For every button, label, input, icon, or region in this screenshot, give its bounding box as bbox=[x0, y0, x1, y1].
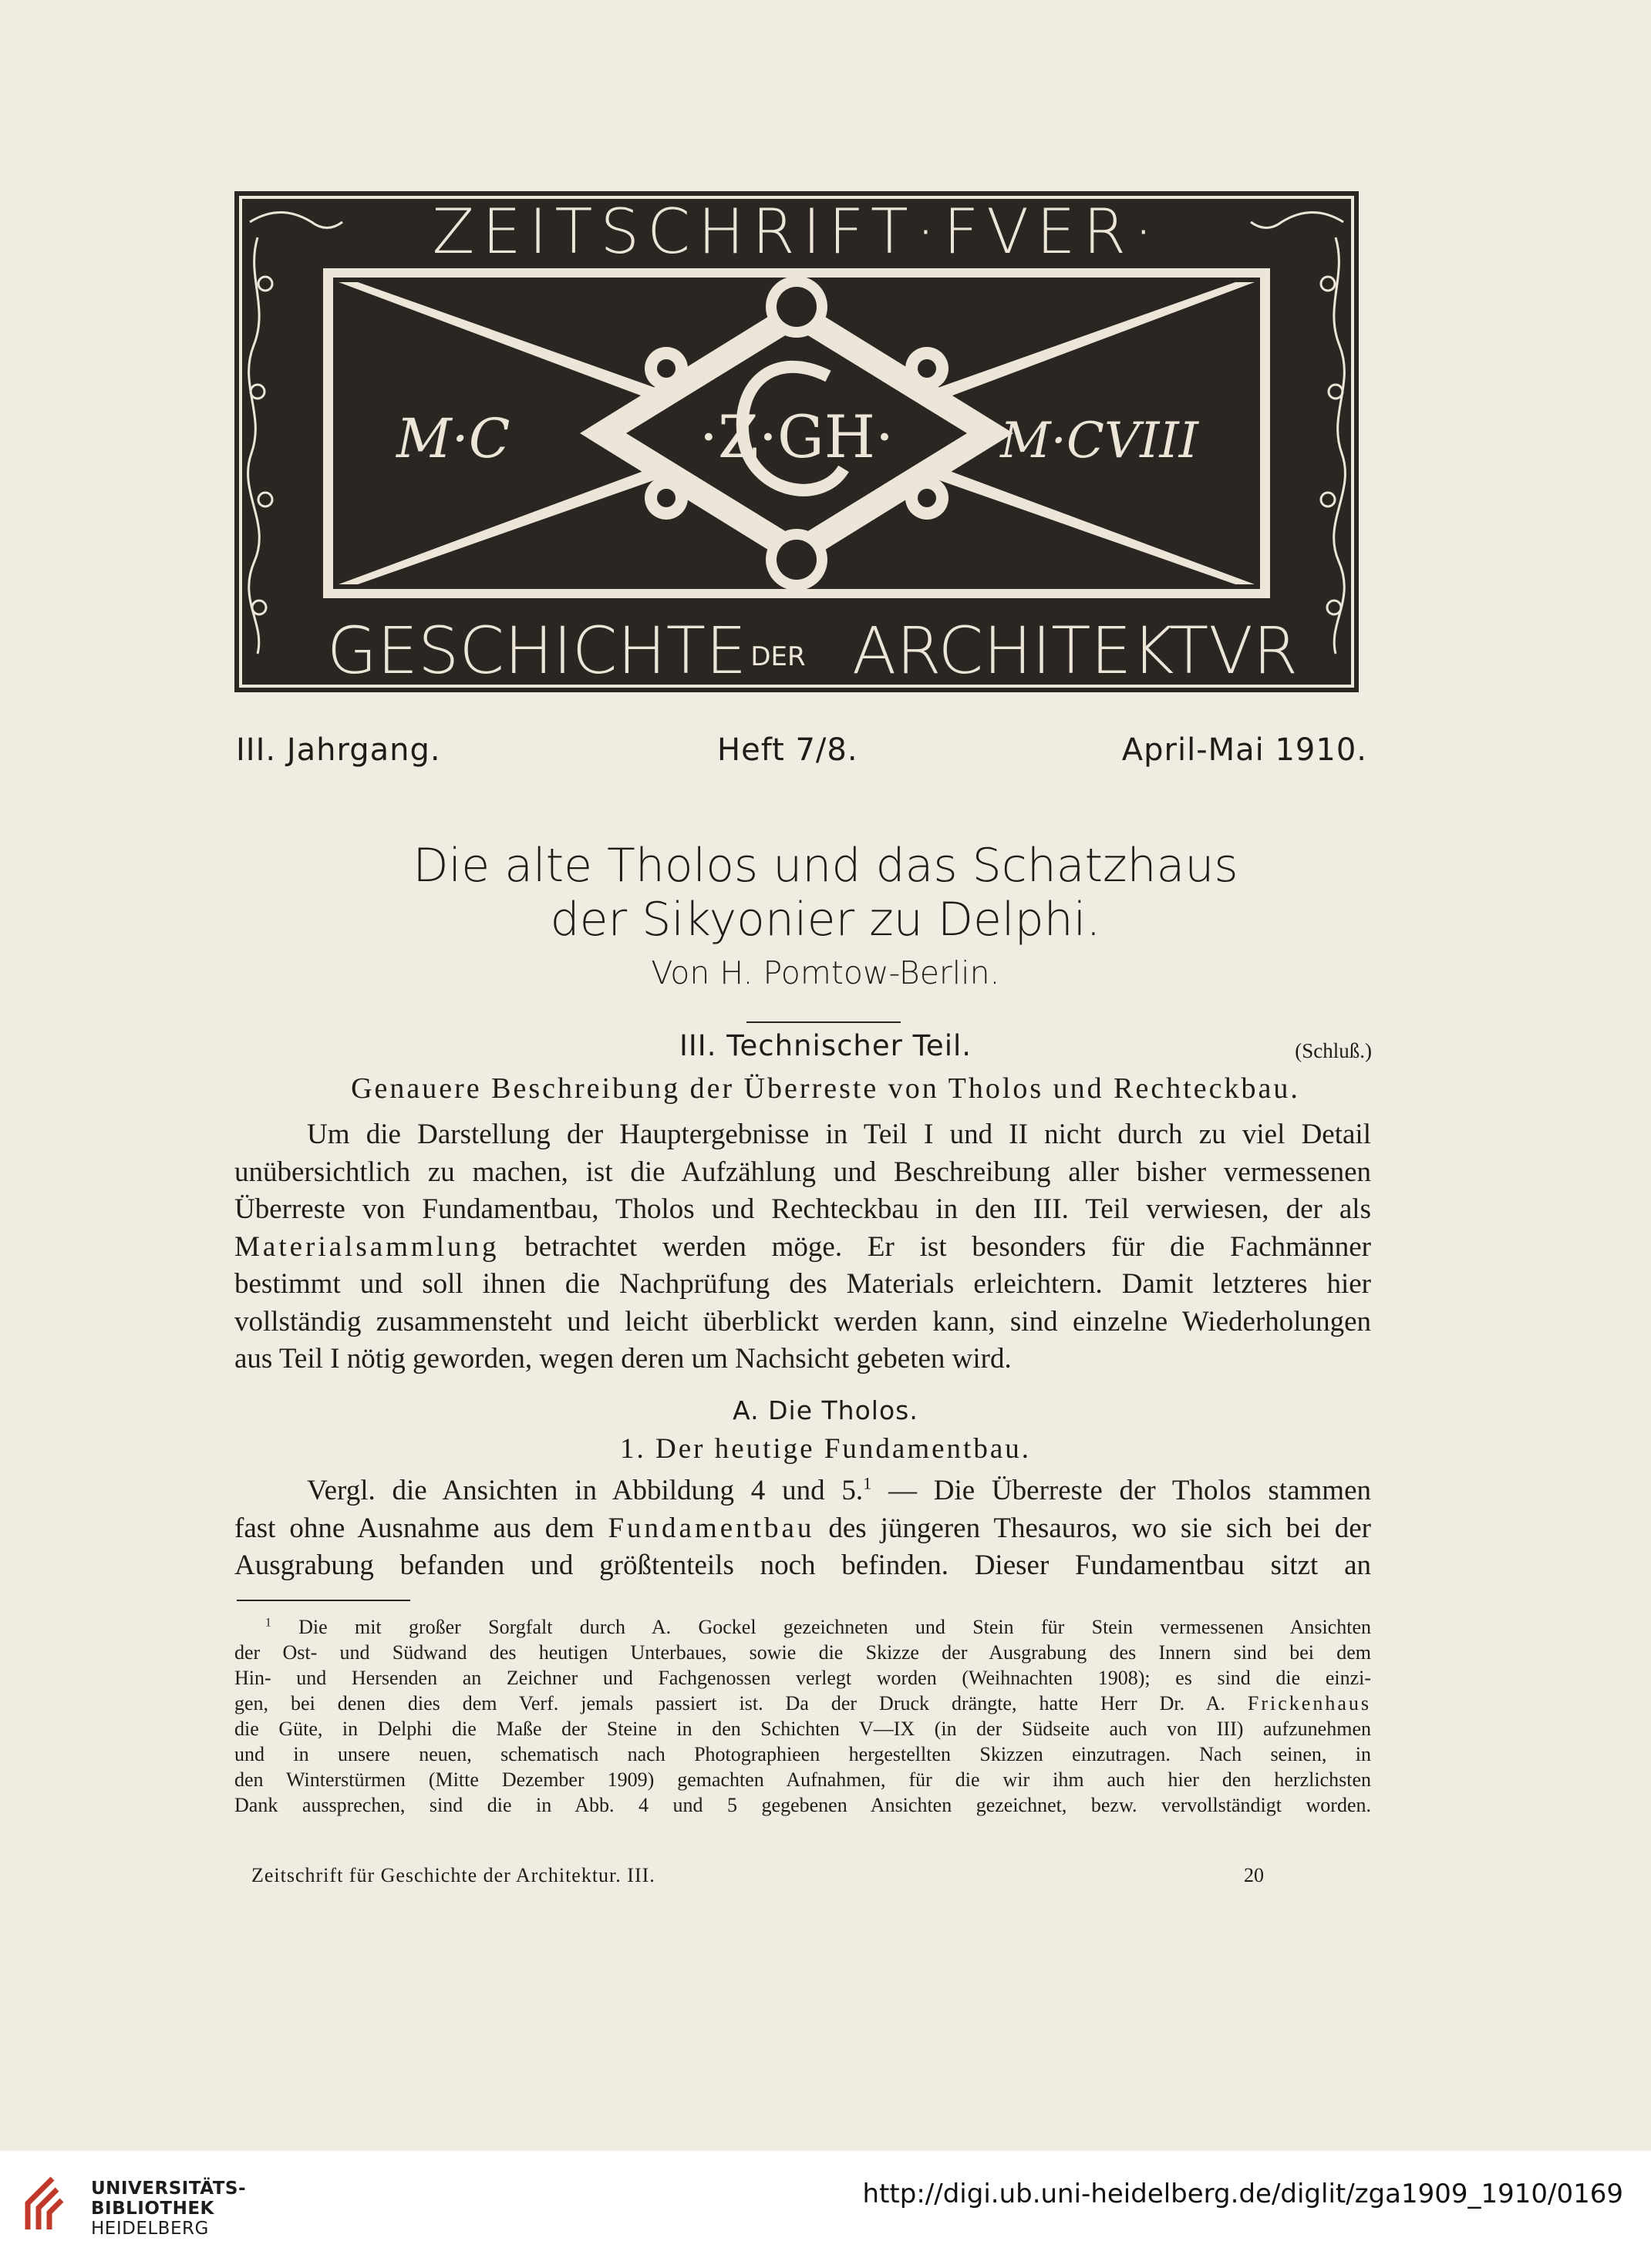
text-line: Ausgrabung befanden und größtenteils noch befinden. Dieser Fundamentbau sitzt an bbox=[234, 1550, 1371, 1581]
paragraph-tholos bbox=[234, 1472, 1371, 1585]
masthead-bottom-der: DER bbox=[750, 641, 806, 672]
text-line: und in unsere neuen, schematisch nach Photographieen hergestellten Skizzen einzutragen. Nach seinen, in bbox=[234, 1743, 1371, 1765]
left-monogram: M·C bbox=[396, 407, 510, 470]
masthead-ornament bbox=[234, 191, 1359, 692]
text-line bbox=[234, 1691, 1371, 1716]
source-url-link[interactable]: http://digi.ub.uni-heidelberg.de/diglit/zga1909_1910/0169 bbox=[862, 2179, 1623, 2209]
library-name-line-2: BIBLIOTHEK bbox=[91, 2199, 214, 2219]
page-number: 20 bbox=[1244, 1864, 1264, 1886]
paragraph-intro bbox=[234, 1116, 1371, 1378]
text-run: betrachtet werden möge. Er ist besonders für die Fachmänner bbox=[499, 1230, 1371, 1263]
footnote-marker: 1 bbox=[265, 1616, 271, 1630]
library-name-line-1: UNIVERSITÄTS- bbox=[91, 2179, 247, 2199]
text-line: den Winterstürmen (Mitte Dezember 1909) gemachten Aufnahmen, für die wir ihm auch hier den herzlichsten bbox=[234, 1768, 1371, 1791]
part-heading: III. Technischer Teil. bbox=[679, 1029, 972, 1062]
spaced-term: Frickenhaus bbox=[1247, 1692, 1371, 1714]
text-run: fast ohne Ausnahme aus dem bbox=[234, 1512, 608, 1544]
text-run: gen, bei denen dies dem Verf. jemals passiert ist. Da der Druck drängte, hatte Herr Dr. A. bbox=[234, 1692, 1248, 1714]
text-line: Hin- und Hersenden an Zeichner und Fachgenossen verlegt worden (Weihnachten 1908); es sind die einzi- bbox=[234, 1667, 1371, 1689]
text-line: Um die Darstellung der Hauptergebnisse in Teil I und II nicht durch zu viel Detail bbox=[307, 1119, 1371, 1150]
subheading: Genauere Beschreibung der Überreste von Tholos und Rechteckbau. bbox=[351, 1072, 1300, 1105]
text-run: Vergl. die Ansichten in Abbildung 4 und 5. bbox=[307, 1475, 864, 1506]
text-line: die Güte, in Delphi die Maße der Steine in den Schichten V—IX (in der Südseite auch von III) aufzunehmen bbox=[234, 1718, 1371, 1740]
article-author: Von H. Pomtow-Berlin. bbox=[651, 954, 1000, 991]
part-note: (Schluß.) bbox=[1295, 1039, 1372, 1062]
text-line: aus Teil I nötig geworden, wegen deren um Nachsicht gebeten wird. bbox=[234, 1343, 1012, 1375]
subsection-heading: 1. Der heutige Fundamentbau. bbox=[619, 1433, 1032, 1465]
running-foot: Zeitschrift für Geschichte der Architektur. III. bbox=[251, 1864, 655, 1886]
library-name-line-3: HEIDELBERG bbox=[91, 2219, 209, 2239]
text-line bbox=[234, 1614, 1371, 1640]
masthead-bottom-right: ARCHITEKTVR bbox=[851, 613, 1299, 688]
text-line: bestimmt und soll ihnen die Nachprüfung des Materials erleichtern. Damit letzteres hier bbox=[234, 1268, 1371, 1300]
title-divider bbox=[746, 1021, 901, 1023]
text-line: Überreste von Fundamentbau, Tholos und Rechteckbau in den III. Teil verwiesen, der als bbox=[234, 1193, 1371, 1225]
text-line bbox=[234, 1472, 1371, 1510]
article-title-line-1: Die alte Tholos und das Schatzhaus bbox=[413, 839, 1238, 893]
section-heading: A. Die Tholos. bbox=[733, 1395, 918, 1425]
spaced-term: Materialsammlung bbox=[234, 1230, 500, 1263]
text-line: der Ost- und Südwand des heutigen Unterbaues, sowie die Skizze der Ausgrabung des Innern sind bei dem bbox=[234, 1641, 1371, 1664]
footnote bbox=[234, 1614, 1371, 1818]
masthead-bottom-left: GESCHICHTE bbox=[326, 613, 747, 688]
right-monogram: M·CVIII bbox=[1000, 412, 1198, 469]
footnote-divider bbox=[237, 1600, 410, 1601]
text-line: Dank aussprechen, sind die in Abb. 4 und 5 gegebenen Ansichten gezeichnet, bezw. vervollständigt worden. bbox=[234, 1794, 1371, 1816]
issue-heft: Heft 7/8. bbox=[717, 732, 858, 768]
article-title-line-2: der Sikyonier zu Delphi. bbox=[550, 893, 1101, 947]
text-run: Die mit großer Sorgfalt durch A. Gockel gezeichneten und Stein für Stein vermessenen Ansichten bbox=[271, 1616, 1371, 1638]
text-run: — Die Überreste der Tholos stammen bbox=[871, 1475, 1371, 1506]
text-line bbox=[234, 1229, 1371, 1267]
text-run: des jüngeren Thesauros, wo sie sich bei der bbox=[814, 1512, 1371, 1544]
spaced-term: Fundamentbau bbox=[608, 1512, 815, 1544]
issue-date: April-Mai 1910. bbox=[1121, 732, 1367, 768]
library-footer bbox=[0, 2151, 1651, 2268]
library-logo-icon bbox=[22, 2172, 83, 2236]
text-line bbox=[234, 1510, 1371, 1548]
masthead-top-text: ZEITSCHRIFT·FVER· bbox=[432, 196, 1161, 268]
center-monogram: ·Z·GH· bbox=[699, 402, 895, 471]
text-line: vollständig zusammensteht und leicht überblickt werden kann, sind einzelne Wiederholungen bbox=[234, 1305, 1371, 1338]
text-line: unübersichtlich zu machen, ist die Aufzählung und Beschreibung aller bisher vermessenen bbox=[234, 1156, 1371, 1188]
issue-volume: III. Jahrgang. bbox=[236, 732, 441, 768]
footnote-ref: 1 bbox=[863, 1473, 872, 1493]
